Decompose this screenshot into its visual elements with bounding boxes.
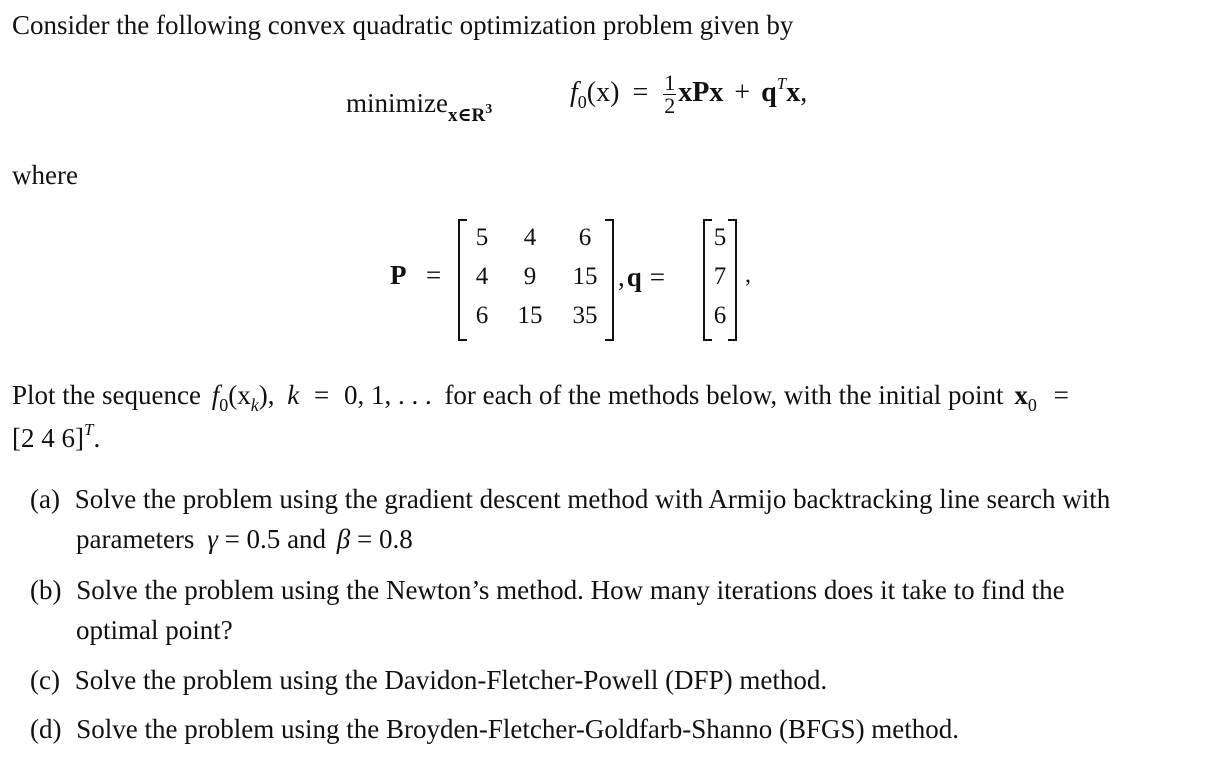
item-b: [30, 575, 1065, 606]
objective-function: $f_0(x)$ = $\frac{1}{2}$ xPx + $q^Tx$,: [570, 70, 808, 118]
item-c: [30, 665, 827, 696]
p-cell: 15: [517, 302, 543, 329]
p-cell: 15: [572, 263, 598, 290]
vector-q-comma: ,: [745, 262, 751, 288]
one-half-fraction: $\frac{1}{2}$: [664, 70, 676, 118]
matrix-p-label: P: [390, 260, 407, 290]
matrix-p: [458, 219, 614, 341]
minimize-domain: x∈R3: [447, 102, 493, 126]
p-cell: 4: [523, 224, 537, 251]
item-d-label: (d): [30, 714, 62, 744]
q-cell: 5: [713, 224, 727, 251]
item-b-text: Solve the problem using the Newton’s method. How many iterations does it take to find the: [76, 575, 1065, 605]
minimize-label: [346, 88, 492, 127]
plot-instruction-line1: Plot the sequence $f_0(x_k)$, k = 0, 1, . . . for each of the methods below, with the initial point $x_0$ =: [12, 380, 1069, 415]
item-d-text: Solve the problem using the Broyden-Fletcher-Goldfarb-Shanno (BFGS) method.: [76, 714, 960, 744]
item-a-parameters: parameters γ = 0.5 and β = 0.8: [76, 524, 413, 554]
p-cell: 35: [572, 302, 598, 329]
item-d: [30, 714, 959, 745]
item-c-text: Solve the problem using the Davidon-Fletcher-Powell (DFP) method.: [74, 665, 828, 695]
p-cell: 5: [475, 224, 489, 251]
vector-q: [703, 219, 737, 341]
intro-text: Consider the following convex quadratic optimization problem given by: [12, 10, 794, 40]
item-b-label: (b): [30, 575, 62, 605]
item-c-label: (c): [30, 665, 60, 695]
q-cell: 6: [713, 302, 727, 329]
item-a: [30, 484, 1110, 515]
where-label: where: [12, 160, 78, 190]
q-equation-label: ,q =: [618, 262, 666, 292]
q-cell: 7: [713, 263, 727, 290]
item-a-label: (a): [30, 484, 60, 514]
p-cell: 6: [475, 302, 489, 329]
minimize-word: minimize: [346, 88, 448, 118]
matrix-p-equals: =: [426, 260, 442, 290]
p-cell: 4: [475, 263, 489, 290]
p-cell: 9: [523, 263, 537, 290]
item-a-text: Solve the problem using the gradient descent method with Armijo backtracking line search with: [74, 484, 1111, 514]
p-cell: 6: [578, 224, 592, 251]
item-b-line2: optimal point?: [76, 615, 233, 645]
plot-instruction-line2: [2 4 6]$^T$.: [12, 420, 101, 453]
